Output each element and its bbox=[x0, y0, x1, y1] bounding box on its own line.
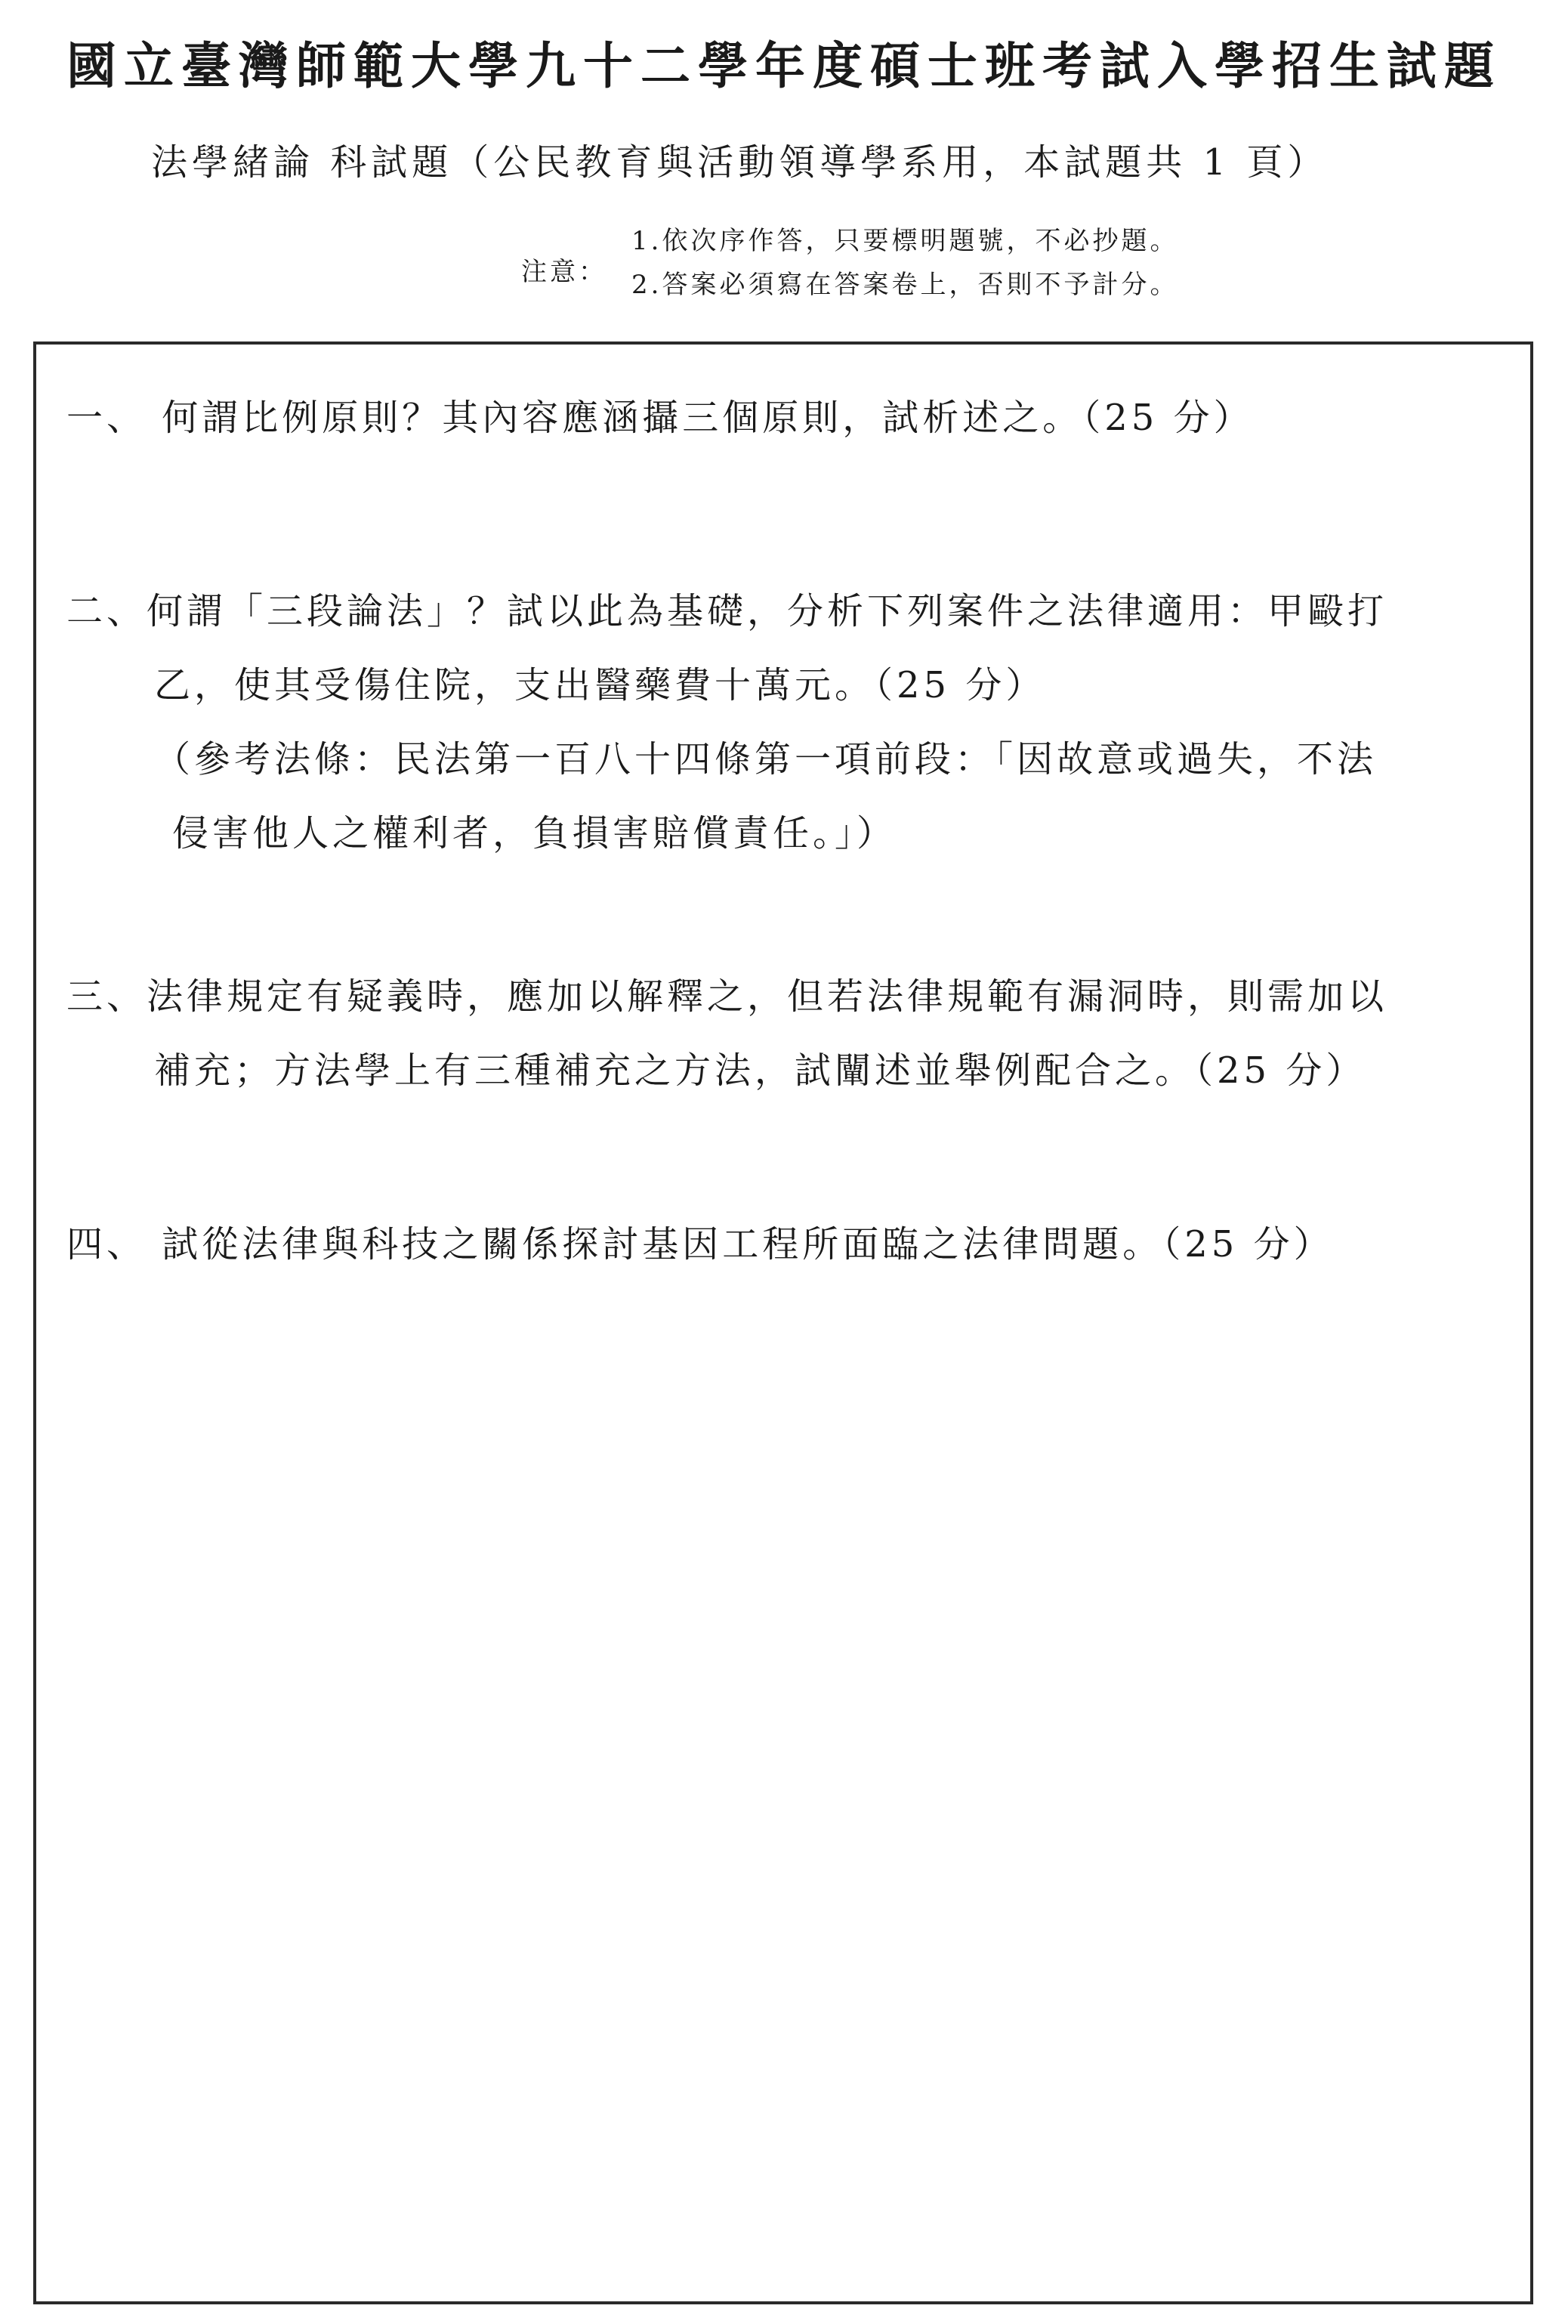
notice-label: 注意： bbox=[521, 257, 607, 287]
question-4 bbox=[66, 1207, 1334, 1281]
question-line: 四、 試從法律與科技之關係探討基因工程所面臨之法律問題。（25 分） bbox=[66, 1223, 1334, 1266]
reference-clause: （參考法條：民法第一百八十四條第一項前段：「因故意或過失，不法 bbox=[154, 738, 1378, 780]
question-line: 三、法律規定有疑義時，應加以解釋之，但若法律規範有漏洞時，則需加以 bbox=[66, 975, 1388, 1018]
notice-list bbox=[631, 219, 1178, 307]
notice-item: 2.答案必須寫在答案卷上，否則不予計分。 bbox=[631, 270, 1179, 300]
reference-clause: 侵害他人之權利者，負損害賠償責任。」） bbox=[172, 812, 897, 855]
exam-subtitle: 法學緒論 科試題（公民教育與活動領導學系用，本試題共 1 頁） bbox=[151, 141, 1329, 184]
question-line: 二、何謂「三段論法」？試以此為基礎，分析下列案件之法律適用：甲毆打 bbox=[66, 590, 1388, 632]
question-line: 一、 何謂比例原則？其內容應涵攝三個原則，試析述之。（25 分） bbox=[66, 397, 1254, 439]
notice-item: 1.依次序作答，只要標明題號，不必抄題。 bbox=[631, 226, 1179, 256]
exam-title: 國立臺灣師範大學九十二學年度碩士班考試入學招生試題 bbox=[66, 36, 1502, 95]
question-line: 乙，使其受傷住院，支出醫藥費十萬元。（25 分） bbox=[154, 664, 1046, 706]
question-2 bbox=[66, 574, 1387, 870]
question-1 bbox=[66, 381, 1254, 455]
question-line: 補充；方法學上有三種補充之方法，試闡述並舉例配合之。（25 分） bbox=[154, 1049, 1366, 1092]
question-3 bbox=[66, 960, 1387, 1108]
